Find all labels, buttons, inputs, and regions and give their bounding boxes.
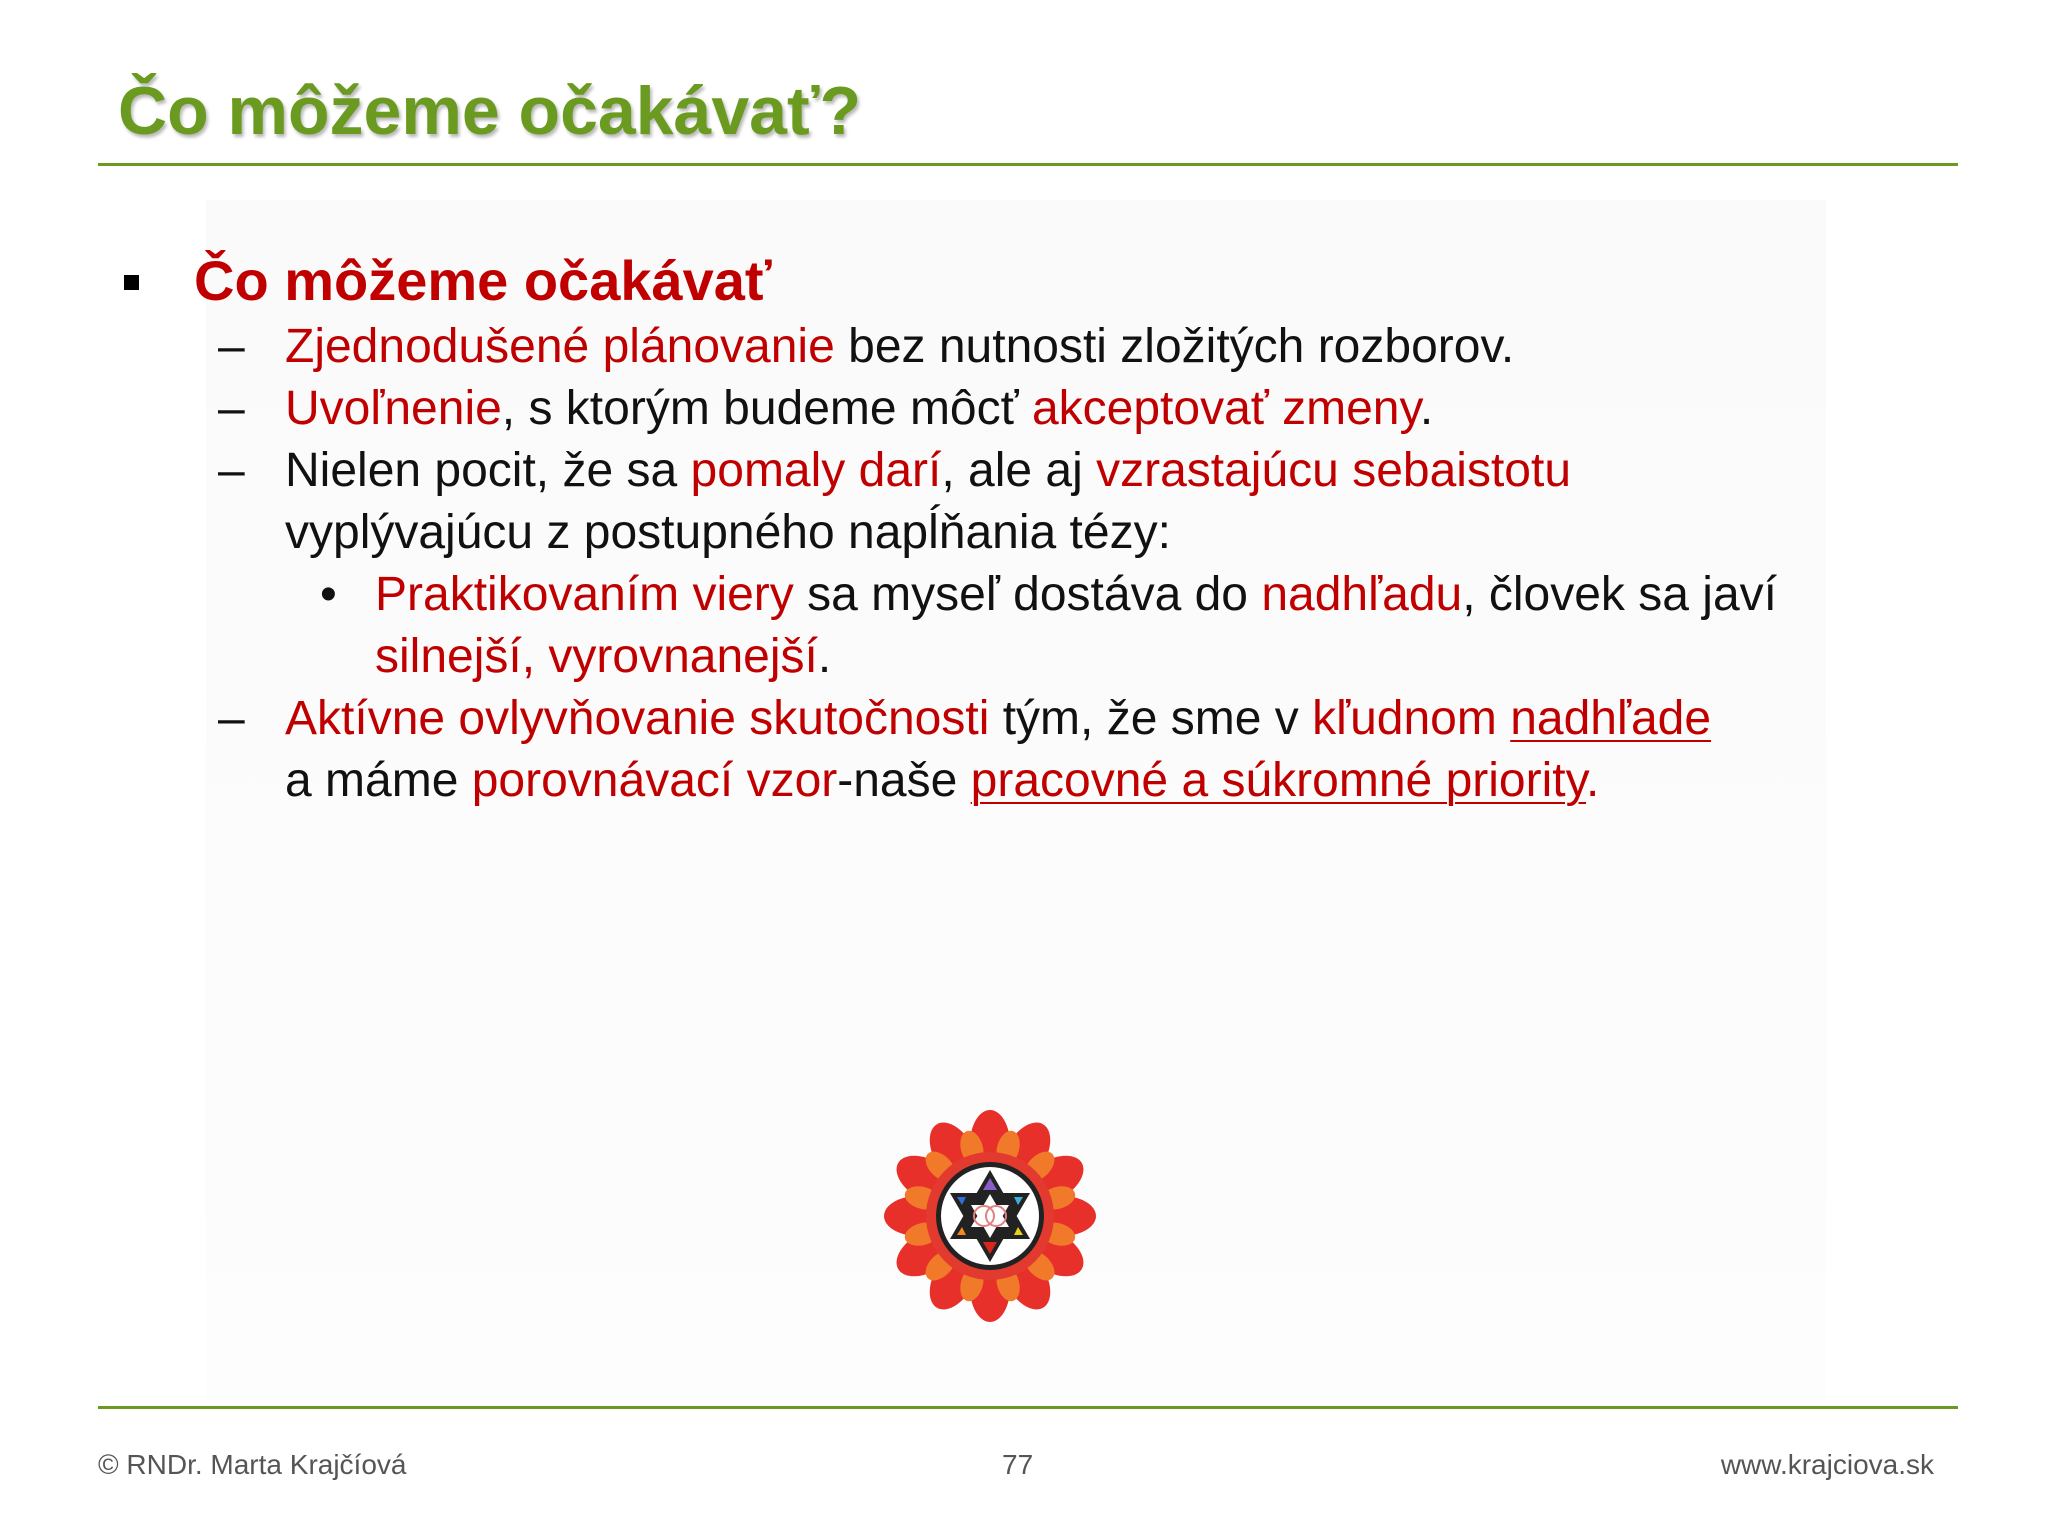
item-3-text-3: , ale aj (941, 444, 1097, 497)
dash-bullet: – (218, 692, 245, 745)
bullet-heading: Čo môžeme očakávať (194, 249, 772, 312)
item-2-text-3: akceptovať zmeny (1031, 382, 1420, 435)
footer-website: www.krajciova.sk (1720, 1449, 1934, 1480)
item-4-text-7: porovnávací vzor (471, 754, 838, 807)
item-3-text-1: Nielen pocit, že sa (285, 444, 691, 497)
item-4-text-10: . (1586, 754, 1600, 807)
item-3-text-4: vzrastajúcu sebaistotu (1096, 444, 1572, 497)
item-2-text-2: , s ktorým budeme môcť (501, 382, 1032, 435)
item-4-text-8: -naše (837, 754, 971, 807)
item-4-text-3: kľudnom (1312, 692, 1497, 745)
item-3-line-2: vyplývajúcu z postupného napĺňania tézy: (285, 506, 1171, 559)
dash-bullet: – (218, 444, 245, 497)
dot-bullet: • (320, 568, 337, 621)
sub-item-text-5: silnejší, vyrovnanejší (375, 630, 818, 683)
item-2-text-1: Uvoľnenie (285, 382, 502, 435)
item-3-line-1 (285, 440, 1571, 502)
item-2-text-4: . (1419, 382, 1434, 435)
item-1-text-2: bez nutnosti zložitých rozborov. (834, 320, 1515, 373)
item-3-text-2: pomaly darí (690, 444, 942, 497)
item-4-text-9: pracovné a súkromné priority (970, 754, 1587, 807)
dash-bullet: – (218, 320, 245, 373)
dash-bullet: – (218, 382, 245, 435)
square-bullet-icon (124, 275, 139, 290)
slide-title: Čo môžeme očakávať? (118, 73, 862, 149)
footer-page-number: 77 (1002, 1449, 1034, 1480)
item-4-text-2: tým, že sme v (989, 692, 1313, 745)
sub-item-text-6: . (817, 630, 832, 683)
item-2-line-1 (285, 378, 1433, 440)
lotus-star-emblem-icon (882, 1108, 1098, 1324)
item-4-line-2 (285, 750, 1599, 812)
item-1-text-1: Zjednodušené plánovanie (285, 320, 835, 373)
footer-divider (98, 1406, 1958, 1409)
footer-author: © RNDr. Marta Krajčíová (98, 1449, 407, 1480)
item-4-line-1 (285, 688, 1711, 750)
sub-item-line-2 (375, 626, 831, 688)
item-4-text-5: nadhľade (1510, 692, 1712, 745)
sub-item-text-3: nadhľadu (1261, 568, 1463, 621)
sub-item-text-2: sa myseľ dostáva do (793, 568, 1262, 621)
item-1-line-1 (285, 316, 1514, 378)
sub-item-text-1: Praktikovaním viery (375, 568, 794, 621)
item-4-text-6: a máme (285, 754, 472, 807)
sub-item-line-1 (375, 564, 1777, 626)
sub-item-text-4: , človek sa javí (1462, 568, 1777, 621)
item-4-text-1: Aktívne ovlyvňovanie skutočnosti (285, 692, 990, 745)
item-4-text-4 (1497, 692, 1510, 745)
